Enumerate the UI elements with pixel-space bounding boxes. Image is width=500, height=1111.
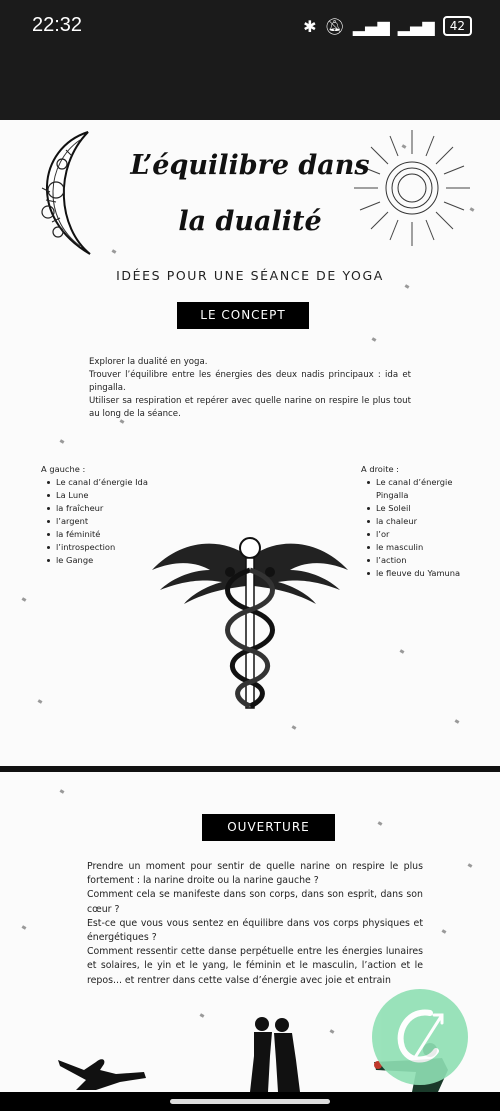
signal-icon: ▂▄▆: [397, 16, 435, 36]
list-item: l’action: [361, 554, 483, 567]
dancer-silhouette: [56, 1050, 148, 1092]
signal-icon: ▂▄▆: [352, 16, 390, 36]
mute-icon: 🔕︎: [324, 16, 345, 36]
concept-line: Trouver l’équilibre entre les énergies des deux nadis principaux : ida et pingalla.: [89, 370, 411, 393]
bluetooth-icon: ✱: [303, 16, 317, 36]
left-heading: A gauche :: [41, 464, 86, 474]
list-item: La Lune: [41, 489, 149, 502]
list-item: le fleuve du Yamuna: [361, 567, 483, 580]
ouverture-line: Comment ressentir cette danse perpétuelle entre les énergies lunaires et solaires, le yin et le yang, le féminin et le masculin, l’action et le repos... et rentrer dans cette valse d’énergie avec joie et entrain: [87, 946, 423, 986]
section-label-ouverture: OUVERTURE: [202, 814, 335, 841]
right-heading: A droite :: [361, 464, 399, 474]
caduceus-icon: [150, 530, 350, 715]
status-icons: [303, 16, 472, 36]
page-title-line-2: la dualité: [178, 206, 322, 237]
list-item: Le canal d’énergie Pingalla: [361, 476, 483, 502]
list-item: Le Soleil: [361, 502, 483, 515]
concept-line: Explorer la dualité en yoga.: [89, 357, 208, 367]
page-title-line-1: L’équilibre dans: [130, 150, 370, 181]
page-subtitle: IDÉES POUR UNE SÉANCE DE YOGA: [116, 268, 384, 283]
list-item: la féminité: [41, 528, 149, 541]
floating-app-badge[interactable]: [372, 989, 468, 1085]
list-item: le masculin: [361, 541, 483, 554]
clock: 22:32: [32, 14, 83, 36]
home-gesture-handle[interactable]: [170, 1099, 330, 1104]
ouverture-line: Comment cela se manifeste dans son corps, dans son esprit, dans son cœur ?: [87, 889, 423, 915]
list-item: la fraîcheur: [41, 502, 149, 515]
ouverture-line: Est-ce que vous vous sentez en équilibre dans vos corps physiques et énergétiques ?: [87, 917, 423, 944]
list-item: l’argent: [41, 515, 149, 528]
concept-line: Utiliser sa respiration et repérer avec quelle narine on respire le plus tout au long de la séance.: [89, 396, 411, 419]
list-item: le Gange: [41, 554, 149, 567]
ouverture-paragraph: [87, 860, 423, 988]
list-item: la chaleur: [361, 515, 483, 528]
list-item: Le canal d’énergie Ida: [41, 476, 149, 489]
logo-icon: [390, 1003, 450, 1071]
ouverture-line: Prendre un moment pour sentir de quelle narine on respire le plus fortement : la narine droite ou la narine gauche ?: [87, 861, 423, 887]
couple-silhouette: [246, 1016, 302, 1092]
list-item: l’or: [361, 528, 483, 541]
status-bar: [0, 0, 500, 120]
list-item: l’introspection: [41, 541, 149, 554]
section-label-concept: LE CONCEPT: [177, 302, 309, 329]
right-side-list: [361, 463, 483, 580]
battery-indicator: 42: [443, 16, 472, 36]
concept-paragraph: [89, 356, 411, 421]
left-side-list: [41, 463, 149, 567]
crescent-moon-icon: [28, 128, 98, 258]
